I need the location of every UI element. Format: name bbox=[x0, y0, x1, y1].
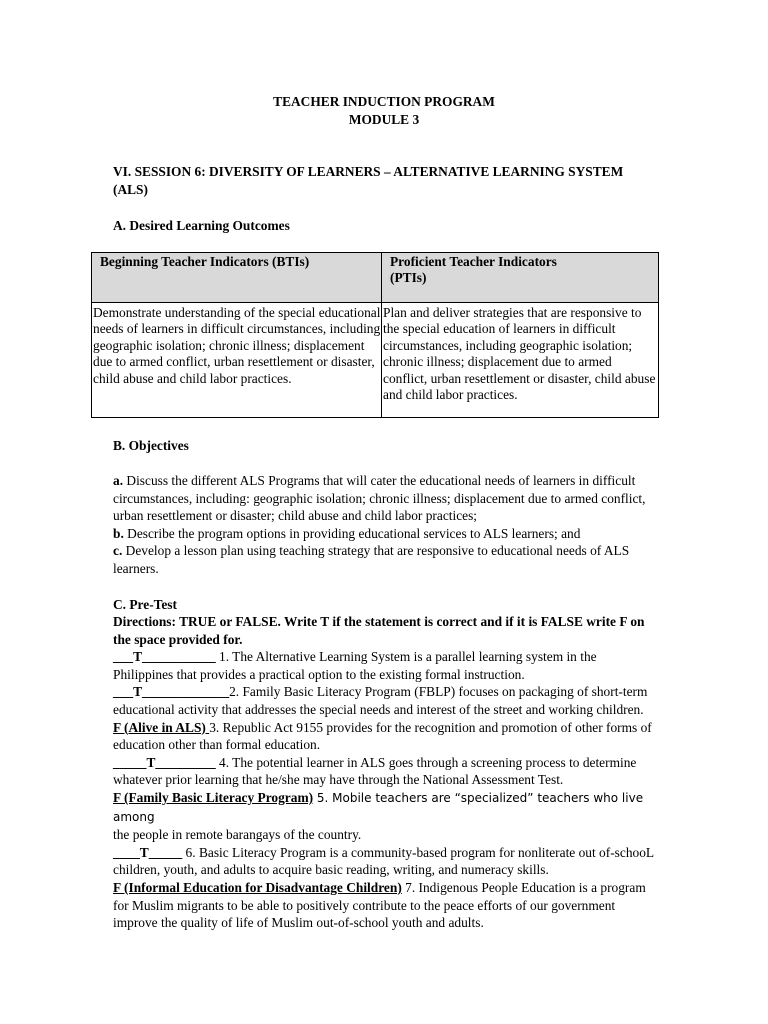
pretest-content bbox=[113, 613, 658, 932]
pretest-item-7: F (Informal Education for Disadvantage Children) 7. Indigenous People Education is a program for Muslim migrants to be able to positively contribute to the peace efforts of our government improve the quality of life of Muslim out-of-school youth and adults. bbox=[113, 879, 646, 931]
objectives-list bbox=[113, 472, 669, 578]
document-title: TEACHER INDUCTION PROGRAM bbox=[273, 94, 495, 109]
bti-cell: Demonstrate understanding of the special educational needs of learners in difficult circumstances, including geographic isolation; chronic illness; displacement due to armed conflict, urban resettlement or disaster, child abuse and child labor practices. bbox=[92, 303, 382, 418]
objective-a: a. Discuss the different ALS Programs that will cater the educational needs of learners in difficult circumstances, including: geographic isolation; chronic illness; displacement due to armed conflict, urban resettlement or disaster; child abuse and child labor practices; bbox=[113, 473, 646, 524]
pretest-directions: Directions: TRUE or FALSE. Write T if the statement is correct and if it is FALSE write F on the space provided for. bbox=[113, 614, 645, 647]
objective-b: b. Describe the program options in providing educational services to ALS learners; and bbox=[113, 525, 581, 541]
pretest-item-6: ____T_____ 6. Basic Literacy Program is a community-based program for nonliterate out of-schooL children, youth, and adults to acquire basic reading, writing, and numeracy skills. bbox=[113, 844, 654, 878]
bti-header: Beginning Teacher Indicators (BTIs) bbox=[92, 253, 382, 303]
pretest-item-2: ___T_____________2. Family Basic Literacy Program (FBLP) focuses on packaging of short-term educational activity that addresses the special needs and interest of the street and working children. bbox=[113, 684, 648, 717]
section-b-heading: B. Objectives bbox=[113, 438, 189, 453]
session-title: VI. SESSION 6: DIVERSITY OF LEARNERS – ALTERNATIVE LEARNING SYSTEM (ALS) bbox=[113, 164, 624, 197]
pretest-item-3: F (Alive in ALS) 3. Republic Act 9155 provides for the recognition and promotion of other forms of education other than formal education. bbox=[113, 719, 652, 753]
pretest-item-1: ___T___________ 1. The Alternative Learning System is a parallel learning system in the Philippines that provides a practical option to the existing formal instruction. bbox=[113, 649, 597, 682]
pti-header: Proficient Teacher Indicators (PTIs) bbox=[382, 253, 659, 303]
section-c-heading: C. Pre-Test bbox=[113, 597, 177, 612]
pti-cell: Plan and deliver strategies that are responsive to the special education of learners in difficult circumstances, including geographic isolation; chronic illness; displacement due to armed conflict, urban resettlement or disaster, child abuse and child labor practices. bbox=[382, 303, 659, 418]
pretest-item-4: _____T_________ 4. The potential learner in ALS goes through a screening process to determine whatever prior learning that he/she may have through the National Assessment Test. bbox=[113, 754, 637, 788]
module-label: MODULE 3 bbox=[348, 112, 420, 127]
objective-c: c. Develop a lesson plan using teaching strategy that are responsive to educational needs of ALS learners. bbox=[113, 543, 630, 576]
pretest-item-5: F (Family Basic Literacy Program) 5. Mobile teachers are “specialized” teachers who live among the people in remote barangays of the country. bbox=[113, 789, 644, 843]
learning-outcomes-table bbox=[91, 252, 659, 418]
section-a-heading: A. Desired Learning Outcomes bbox=[113, 218, 290, 233]
